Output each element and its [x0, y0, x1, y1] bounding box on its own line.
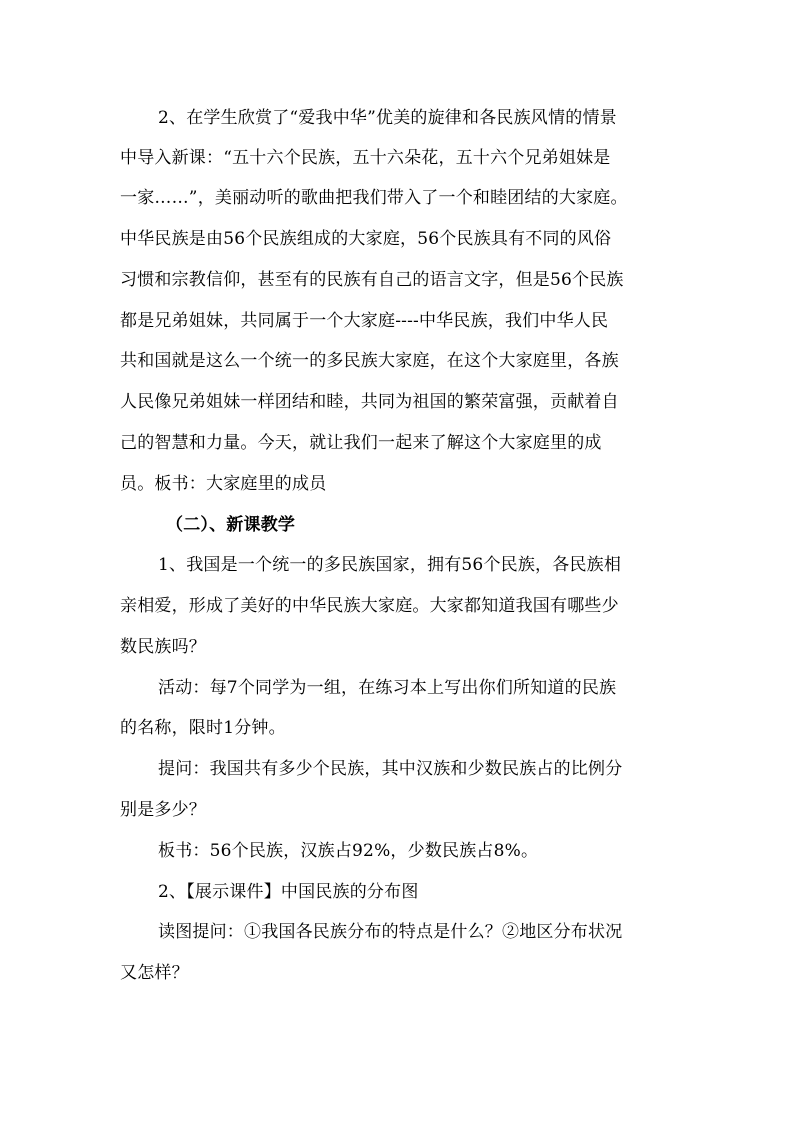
paragraph-line: 2、在学生欣赏了“爱我中华”优美的旋律和各民族风情的情景 — [158, 108, 617, 128]
paragraph-line: 员。板书：大家庭里的成员 — [120, 474, 327, 494]
paragraph-line: 板书：56个民族，汉族占92%，少数民族占8%。 — [158, 841, 539, 861]
paragraph-line: 亲相爱，形成了美好的中华民族大家庭。大家都知道我国有哪些少 — [120, 596, 619, 616]
paragraph-line: 人民像兄弟姐妹一样团结和睦，共同为祖国的繁荣富强，贡献着自 — [120, 392, 619, 412]
paragraph-line: 读图提问：①我国各民族分布的特点是什么？②地区分布状况 — [158, 922, 623, 942]
paragraph-line: 共和国就是这么一个统一的多民族大家庭，在这个大家庭里，各族 — [120, 351, 619, 371]
paragraph-line: 1、我国是一个统一的多民族国家，拥有56个民族，各民族相 — [158, 555, 622, 575]
paragraph-line: 别是多少？ — [120, 800, 206, 820]
paragraph-line: 数民族吗？ — [120, 637, 206, 657]
paragraph-line: 己的智慧和力量。今天，就让我们一起来了解这个大家庭里的成 — [120, 433, 602, 453]
paragraph-line: 都是兄弟姐妹，共同属于一个大家庭----中华民族，我们中华人民 — [120, 311, 609, 331]
paragraph-line: 提问：我国共有多少个民族，其中汉族和少数民族占的比例分 — [158, 759, 623, 779]
paragraph-line: 习惯和宗教信仰，甚至有的民族有自己的语言文字，但是56个民族 — [120, 270, 624, 290]
paragraph-line: 又怎样？ — [120, 963, 189, 983]
paragraph-line: 中导入新课：“五十六个民族，五十六朵花，五十六个兄弟姐妹是 — [120, 148, 611, 168]
paragraph-line: 中华民族是由56个民族组成的大家庭，56个民族具有不同的风俗 — [120, 229, 612, 249]
paragraph-line: 的名称，限时1分钟。 — [120, 718, 286, 738]
paragraph-line: 一家……”，美丽动听的歌曲把我们带入了一个和睦团结的大家庭。 — [120, 188, 628, 208]
section-heading: （二）、新课教学 — [166, 515, 296, 535]
paragraph-line: 活动：每7个同学为一组，在练习本上写出你们所知道的民族 — [158, 678, 617, 698]
paragraph-line: 2、【展示课件】中国民族的分布图 — [158, 882, 419, 902]
